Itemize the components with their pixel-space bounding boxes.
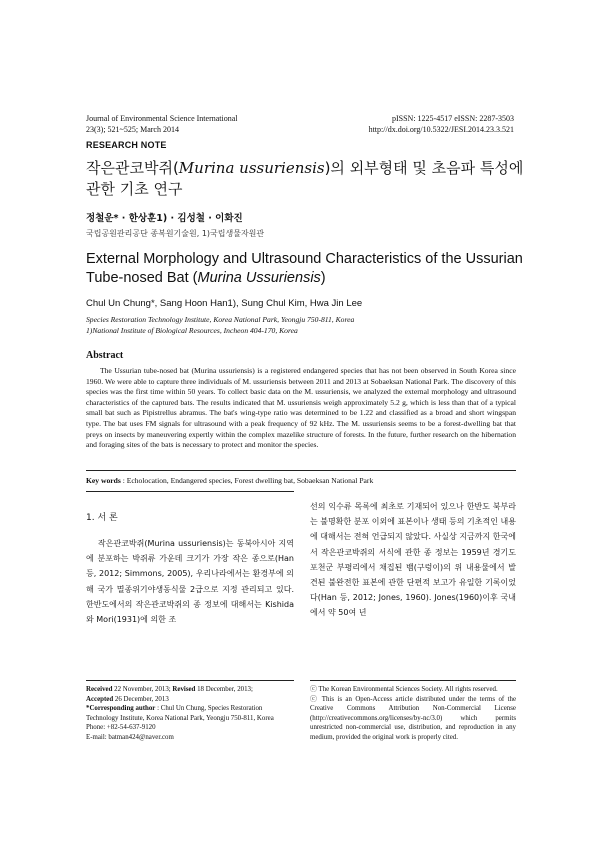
english-title-pre: External Morphology and Ultrasound Characteristics of the Ussurian Tube-nosed Bat (: [86, 251, 523, 286]
korean-title-species: Murina ussuriensis: [178, 159, 325, 177]
email[interactable]: E-mail: batman424@naver.com: [86, 733, 174, 741]
license-text: ⓒ This is an Open-Access article distributed under the terms of the Creative Commons Attribution Non-Commercial License (http://creativecommons.org/licenses/by-nc/3.0) which permits unrestricted non-commercial use, distribution, and reproduction in any medium, provided the original work is properly cited.: [310, 695, 516, 741]
korean-title: [86, 158, 526, 200]
keywords-text: : Echolocation, Endangered species, Forest dwelling bat, Sobaeksan National Park: [120, 476, 374, 485]
corresponding-author: *Corresponding author : Chul Un Chung, Species Restoration Technology Institute, Korea National Park, Yeongju 750-811, Korea: [86, 705, 274, 722]
section-heading: 1. 서 론: [86, 513, 118, 523]
english-title: [86, 250, 526, 288]
accepted-line: Accepted 26 December, 2013: [86, 695, 169, 703]
english-title-species: Murina Ussuriensis: [197, 270, 321, 286]
korean-title-post: )의 외부형태 및 초음파 특성에 관한 기초 연구: [86, 159, 524, 198]
body-left-column: 작은관코박쥐(Murina ussuriensis)는 동북아시아 지역에 분포하는 박쥐류 가운데 크기가 가장 작은 종으로(Han 등, 2012; Simmons, 2005), 우리나라에서는 환경부에 의해 국가 멸종위기야생동식물 2급으로 지정 관리되고 있다. 한반도에서의 작은관코박쥐의 종 정보에 대해서는 Kishida와 Mori(1931)에 의한 조: [86, 539, 294, 625]
korean-affiliation: 국립공원관리공단 종복원기술원, 1)국립생물자원관: [86, 229, 265, 238]
english-authors: Chul Un Chung*, Sang Hoon Han1), Sung Chul Kim, Hwa Jin Lee: [86, 298, 363, 309]
copyright: ⓒ The Korean Environmental Sciences Society. All rights reserved.: [310, 686, 498, 693]
english-title-post: ): [320, 270, 326, 286]
korean-authors: 정철운* · 한상훈1) · 김성철 · 이화진: [86, 213, 243, 224]
affiliation-1: Species Restoration Technology Institute, Korea National Park, Yeongju 750-811, Korea: [86, 315, 355, 324]
abstract-heading: Abstract: [86, 350, 124, 361]
abstract-text: The Ussurian tube-nosed bat (Murina ussuriensis) is a registered endangered species that has not been observed in South Korea since 1960. We were able to capture three individuals of M. ussuriensis between 2011 and 2013 at Sobaeksan National Park. The discovery of this species was the first time within 50 years. To collect basic data on the M. ussuriensis, we analyzed the external morphology and ultrasound characteristics of the captured bats. The results indicated that M. ussuriensis weigh approximately 5.2 g, which is less than that of a typical small bat such as Pipistrellus abramus. The bat's wing-type ratio was determined to be 1.22 and classified as a broad and short wingspan type. The bat uses FM signals for ultrasound with a peak frequency of 92 kHz. The M. ussuriensis seems to be a forest-dwelling bat that preys on insects by maneuvering expertly within the complex mazelike structure of forests. In the future, further research on the hibernation and foraging sites of the bats is necessary to protect and monitor the species.: [86, 366, 516, 450]
footnote-left: [86, 685, 294, 743]
affiliation-2: 1)National Institute of Biological Resources, Incheon 404-170, Korea: [86, 325, 298, 335]
footnote-rule-left: [86, 680, 294, 681]
doi-link[interactable]: http://dx.doi.org/10.5322/JESI.2014.23.3.521: [368, 125, 514, 134]
article-type: RESEARCH NOTE: [86, 140, 167, 150]
keywords-rule: [86, 491, 294, 492]
keywords-label: Key words: [86, 476, 121, 485]
dates-line: Received 22 November, 2013; Revised 18 December, 2013;: [86, 686, 253, 693]
footnote-rule-right: [310, 680, 516, 681]
korean-title-pre: 작은관코박쥐(: [86, 159, 179, 177]
footnote-right: [310, 685, 516, 743]
phone: Phone: +82-54-637-9120: [86, 724, 156, 732]
body-right-column: 선의 익수류 목록에 최초로 기재되어 있으나 한반도 북부라는 불명확한 분포 이외에 표본이나 생태 등의 기초적인 내용에 대해서는 전혀 언급되지 않았다. 사실상 지금까지 한국에서 작은관코박쥐의 서식에 관한 종 정보는 1959년 경기도 포천군 부평리에서 채집된 뱀(구렁이)의 위 내용물에서 발견된 불완전한 표본에 관한 단편적 보고가 유일한 기록이었다(Han 등, 2012; Jones, 1960). Jones(1960)이후 국내에서 약 50여 년: [310, 502, 516, 618]
issn: pISSN: 1225-4517 eISSN: 2287-3503: [391, 114, 514, 123]
abstract-rule: [86, 470, 516, 471]
issn-header: [254, 113, 514, 135]
keywords: [86, 476, 516, 485]
journal-name: Journal of Environmental Science International: [86, 114, 238, 123]
english-affiliation: [86, 315, 354, 336]
journal-issue: 23(3); 521~525; March 2014: [86, 125, 179, 134]
